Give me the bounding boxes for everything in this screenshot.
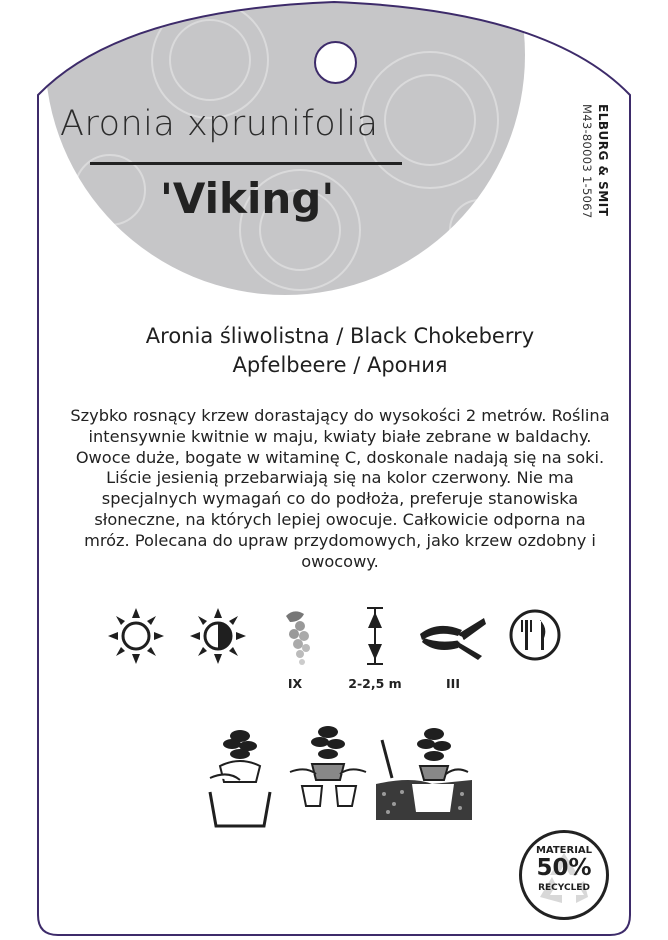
height-label: 2-2,5 m xyxy=(348,676,402,691)
hang-hole xyxy=(314,41,357,84)
common-names-line-1: Aronia śliwolistna / Black Chokeberry xyxy=(145,324,535,348)
partial-shade-icon xyxy=(188,606,248,666)
fruit-cluster-icon xyxy=(278,606,318,668)
plant-description: Szybko rosnący krzew dorastający do wysokości 2 metrów. Roślina intensywnie kwitnie w maju, kwiaty białe zebrane w baldachy. Owoce duże, bogate w witaminę C, doskonale nadają się na soki. Liście jesienią przebarwiają się na kolor czerwony. Nie ma specjalnych wymagań co do podłoża, preferuje stanowiska słoneczne, na których lepiej owocuje. Całkowicie odporna na mróz. Polecana do upraw przydomowych, jako krzew ozdobny i owocowy. xyxy=(70,406,610,571)
recycle-percent: 50% xyxy=(536,855,592,881)
edible-icon xyxy=(508,608,562,662)
product-code: M43-80003 1-5067 xyxy=(580,104,594,219)
title-divider xyxy=(90,162,402,165)
full-sun-icon xyxy=(106,606,166,666)
planting-step-3-icon xyxy=(372,720,476,824)
fruit-month-label: IX xyxy=(287,676,303,691)
latin-name: Aronia xprunifolia xyxy=(60,104,379,144)
brand-name: ELBURG & SMIT xyxy=(596,104,610,217)
recycle-bottom-text: RECYCLED xyxy=(538,883,590,893)
height-icon xyxy=(360,606,390,666)
pruning-icon xyxy=(418,612,488,660)
planting-step-2-icon xyxy=(286,720,370,812)
planting-step-1-icon xyxy=(200,722,280,828)
cultivar-name: 'Viking' xyxy=(160,174,335,223)
recycled-badge xyxy=(519,830,609,920)
recycle-top-text: MATERIAL xyxy=(535,845,593,856)
common-names-line-2: Apfelbeere / Арония xyxy=(232,353,448,377)
pruning-month-label: III xyxy=(446,676,460,691)
